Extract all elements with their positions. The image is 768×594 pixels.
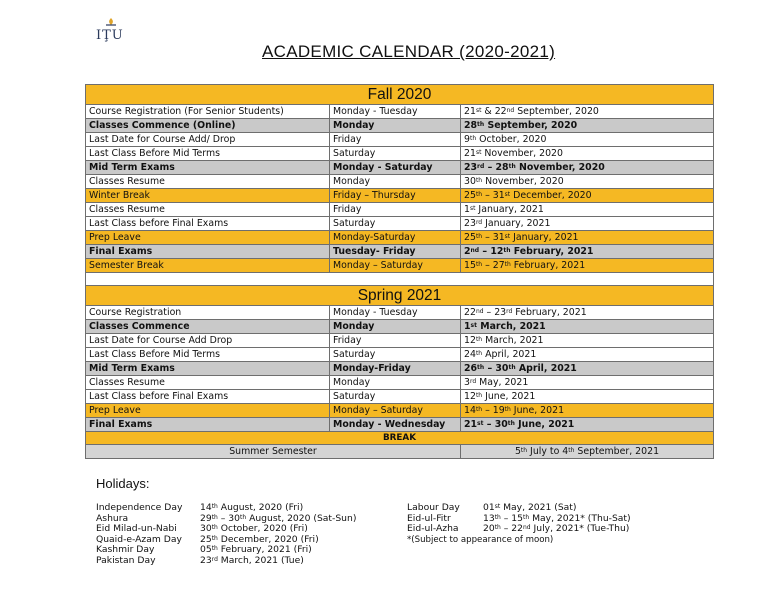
holiday-date: 05th February, 2021 (Fri) <box>200 544 312 555</box>
holiday-name: Eid Milad-un-Nabi <box>96 523 177 534</box>
holiday-date: 14th August, 2020 (Fri) <box>200 502 304 513</box>
holiday-date: 30th October, 2020 (Fri) <box>200 523 308 534</box>
day-cell: Friday <box>330 203 461 217</box>
holiday-name: Ashura <box>96 512 129 524</box>
table-row <box>86 203 714 217</box>
table-row <box>86 133 714 147</box>
day-cell: Monday <box>330 320 461 334</box>
day-cell: Friday – Thursday <box>330 189 461 203</box>
date-cell: 26th – 30th April, 2021 <box>461 362 714 376</box>
event-cell: Last Date for Course Add Drop <box>86 334 330 348</box>
day-cell: Monday - Wednesday <box>330 418 461 432</box>
fall-heading <box>86 85 714 105</box>
spacer-row <box>86 273 714 286</box>
date-cell: 25th – 31st January, 2021 <box>461 231 714 245</box>
break-label: BREAK <box>86 432 714 445</box>
fall-heading-text: Fall 2020 <box>86 85 714 105</box>
table-row <box>86 418 714 432</box>
day-cell: Monday <box>330 119 461 133</box>
holidays-left-list <box>96 503 356 566</box>
holiday-name: Independence Day <box>96 502 183 513</box>
day-cell: Monday - Tuesday <box>330 105 461 119</box>
table-row <box>86 334 714 348</box>
event-cell: Final Exams <box>86 418 330 432</box>
event-cell: Final Exams <box>86 245 330 259</box>
table-row <box>86 390 714 404</box>
table-row <box>86 231 714 245</box>
day-cell: Friday <box>330 133 461 147</box>
holiday-name: Kashmir Day <box>96 544 155 555</box>
holiday-item <box>96 545 356 556</box>
event-cell: Classes Resume <box>86 203 330 217</box>
summer-label: Summer Semester <box>86 445 461 459</box>
event-cell: Mid Term Exams <box>86 161 330 175</box>
holiday-date: 29th – 30th August, 2020 (Sat-Sun) <box>200 512 357 524</box>
event-cell: Last Class Before Mid Terms <box>86 348 330 362</box>
table-row <box>86 404 714 418</box>
event-cell: Classes Commence (Online) <box>86 119 330 133</box>
break-row <box>86 432 714 445</box>
table-row <box>86 119 714 133</box>
table-row <box>86 362 714 376</box>
holiday-name: Pakistan Day <box>96 554 156 566</box>
holiday-name: Labour Day <box>407 502 460 513</box>
date-cell: 22nd – 23rd February, 2021 <box>461 306 714 320</box>
calendar-table <box>85 84 714 459</box>
date-cell: 1st March, 2021 <box>461 320 714 334</box>
date-cell: 12th March, 2021 <box>461 334 714 348</box>
page-title: ACADEMIC CALENDAR (2020-2021) <box>262 42 556 61</box>
event-cell: Classes Resume <box>86 376 330 390</box>
table-row <box>86 175 714 189</box>
day-cell: Saturday <box>330 390 461 404</box>
spacer-cell <box>86 273 714 286</box>
date-cell: 12th June, 2021 <box>461 390 714 404</box>
date-cell: 15th – 27th February, 2021 <box>461 259 714 273</box>
event-cell: Prep Leave <box>86 231 330 245</box>
table-row <box>86 348 714 362</box>
day-cell: Tuesday- Friday <box>330 245 461 259</box>
spring-heading-text: Spring 2021 <box>86 286 714 306</box>
event-cell: Course Registration <box>86 306 330 320</box>
date-cell: 23rd – 28th November, 2020 <box>461 161 714 175</box>
day-cell: Monday – Saturday <box>330 259 461 273</box>
holiday-name: Eid-ul-Azha <box>407 523 459 534</box>
date-cell: 21st & 22nd September, 2020 <box>461 105 714 119</box>
date-cell: 9th October, 2020 <box>461 133 714 147</box>
date-cell: 25th – 31st December, 2020 <box>461 189 714 203</box>
table-row <box>86 320 714 334</box>
holiday-date: 20th – 22nd July, 2021* (Tue-Thu) <box>483 523 630 534</box>
holiday-item <box>96 503 356 514</box>
day-cell: Monday-Saturday <box>330 231 461 245</box>
event-cell: Classes Resume <box>86 175 330 189</box>
day-cell: Monday <box>330 376 461 390</box>
date-cell: 2nd – 12th February, 2021 <box>461 245 714 259</box>
holidays-title: Holidays: <box>96 476 150 491</box>
date-cell: 24th April, 2021 <box>461 348 714 362</box>
event-cell: Last Class before Final Exams <box>86 390 330 404</box>
table-row <box>86 105 714 119</box>
holidays-note: *(Subject to appearance of moon) <box>407 534 554 545</box>
day-cell: Saturday <box>330 147 461 161</box>
table-row <box>86 306 714 320</box>
day-cell: Monday-Friday <box>330 362 461 376</box>
date-cell: 28th September, 2020 <box>461 119 714 133</box>
day-cell: Saturday <box>330 348 461 362</box>
date-cell: 3rd May, 2021 <box>461 376 714 390</box>
date-cell: 30th November, 2020 <box>461 175 714 189</box>
event-cell: Course Registration (For Senior Students) <box>86 105 330 119</box>
table-row <box>86 147 714 161</box>
day-cell: Saturday <box>330 217 461 231</box>
table-row <box>86 217 714 231</box>
holiday-item <box>407 503 631 514</box>
holiday-date: 01st May, 2021 (Sat) <box>483 502 577 513</box>
day-cell: Monday – Saturday <box>330 404 461 418</box>
logo-text: IŢU <box>96 28 124 43</box>
holiday-name: Quaid-e-Azam Day <box>96 533 182 545</box>
date-cell: 21st November, 2020 <box>461 147 714 161</box>
holiday-item <box>96 556 356 567</box>
date-cell: 21st – 30th June, 2021 <box>461 418 714 432</box>
day-cell: Monday - Saturday <box>330 161 461 175</box>
holiday-name: Eid-ul-Fitr <box>407 512 451 524</box>
table-row <box>86 189 714 203</box>
date-cell: 14th – 19th June, 2021 <box>461 404 714 418</box>
holiday-item <box>407 524 631 535</box>
holiday-date: 13th – 15th May, 2021* (Thu-Sat) <box>483 512 631 524</box>
event-cell: Last Class before Final Exams <box>86 217 330 231</box>
table-row <box>86 259 714 273</box>
event-cell: Winter Break <box>86 189 330 203</box>
day-cell: Monday - Tuesday <box>330 306 461 320</box>
holiday-date: 25th December, 2020 (Fri) <box>200 533 319 545</box>
table-row <box>86 245 714 259</box>
event-cell: Classes Commence <box>86 320 330 334</box>
day-cell: Friday <box>330 334 461 348</box>
date-cell: 23rd January, 2021 <box>461 217 714 231</box>
event-cell: Mid Term Exams <box>86 362 330 376</box>
day-cell: Monday <box>330 175 461 189</box>
event-cell: Last Date for Course Add/ Drop <box>86 133 330 147</box>
table-row <box>86 376 714 390</box>
date-cell: 1st January, 2021 <box>461 203 714 217</box>
holiday-date: 23rd March, 2021 (Tue) <box>200 554 304 566</box>
event-cell: Prep Leave <box>86 404 330 418</box>
holidays-right-list <box>407 503 631 545</box>
event-cell: Semester Break <box>86 259 330 273</box>
event-cell: Last Class Before Mid Terms <box>86 147 330 161</box>
holiday-item <box>96 524 356 535</box>
spring-heading <box>86 286 714 306</box>
summer-row <box>86 445 714 459</box>
table-row <box>86 161 714 175</box>
summer-date: 5th July to 4th September, 2021 <box>461 445 714 459</box>
